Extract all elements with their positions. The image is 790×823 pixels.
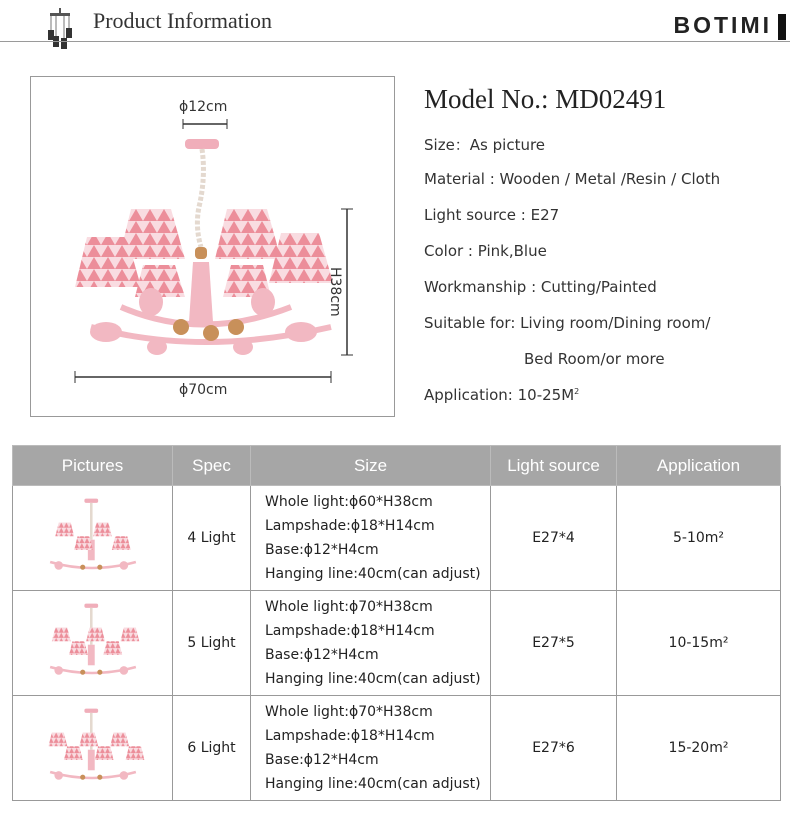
wood-ball [173,319,189,335]
size-line: Whole light:ϕ70*H38cm [265,704,433,720]
cell-size [251,486,491,591]
size-line: Whole light:ϕ70*H38cm [265,599,433,615]
spec-material: Material : Wooden / Metal /Resin / Cloth [424,170,721,188]
cell-spec: 4 Light [173,486,251,591]
size-line: Base:ϕ12*H4cm [265,752,379,768]
product-thumbnail [33,490,153,586]
cell-size [251,696,491,801]
canopy [185,139,219,149]
wood-ball [203,325,219,341]
chain [197,149,203,247]
center-column [189,262,213,322]
header-pictures: Pictures [13,446,173,486]
lamp-shade [119,209,185,259]
animal-figure [251,288,275,316]
cell-light-source: E27*5 [491,591,617,696]
spec-suitable-for: Suitable for: Living room/Dining room/ [424,314,711,332]
model-number: Model No.: MD02491 [424,84,667,114]
spec-color: Color : Pink,Blue [424,242,547,260]
dimension-height-label: H38cm [327,267,343,317]
cell-light-source: E27*6 [491,696,617,801]
spec-table [12,445,781,801]
header-divider [0,41,790,42]
size-line: Whole light:ϕ60*H38cm [265,494,433,510]
table-row [13,696,781,801]
size-line: Lampshade:ϕ18*H14cm [265,518,435,534]
brand-bar-decoration [778,14,786,40]
animal-figure [233,339,253,355]
chandelier-logo-icon [42,8,78,50]
spec-workmanship: Workmanship : Cutting/Painted [424,278,657,296]
animal-figure [90,322,122,342]
cell-size [251,591,491,696]
animal-figure [147,339,167,355]
size-line: Lampshade:ϕ18*H14cm [265,623,435,639]
product-thumbnail [33,700,153,796]
spec-size: Size：As picture [424,136,546,154]
wood-ball [228,319,244,335]
animal-figure [285,322,317,342]
table-header-row [13,446,781,486]
header-application: Application [617,446,781,486]
header-size: Size [251,446,491,486]
cell-picture [13,696,173,801]
spec-light-source: Light source : E27 [424,206,560,224]
wood-bead [195,247,207,259]
cell-application: 10-15m² [617,591,781,696]
lamp-shade [215,209,281,259]
size-line: Base:ϕ12*H4cm [265,542,379,558]
size-line: Hanging line:40cm(can adjust) [265,671,481,687]
spec-application: Application: $10-25M^2$ [424,386,580,404]
cell-application: 15-20m² [617,696,781,801]
brand-logo: BOTIMI [673,12,772,38]
size-line: Hanging line:40cm(can adjust) [265,566,481,582]
header-spec: Spec [173,446,251,486]
cell-picture [13,591,173,696]
lamp-shade [269,233,333,283]
size-line: Base:ϕ12*H4cm [265,647,379,663]
header-light-source: Light source [491,446,617,486]
animal-figure [139,288,163,316]
cell-picture [13,486,173,591]
chandelier-illustration [31,77,394,416]
cell-application: 5-10m² [617,486,781,591]
table-row [13,486,781,591]
cell-spec: 5 Light [173,591,251,696]
spec-suitable-for-cont: Bed Room/or more [524,350,665,368]
size-line: Hanging line:40cm(can adjust) [265,776,481,792]
dimension-width-label: ϕ70cm [179,382,228,398]
product-thumbnail [33,595,153,691]
cell-spec: 6 Light [173,696,251,801]
cell-light-source: E27*4 [491,486,617,591]
size-line: Lampshade:ϕ18*H14cm [265,728,435,744]
dimension-top-label: ϕ12cm [179,99,228,115]
product-image-box [30,76,395,417]
table-row [13,591,781,696]
section-title: Product Information [93,8,273,33]
